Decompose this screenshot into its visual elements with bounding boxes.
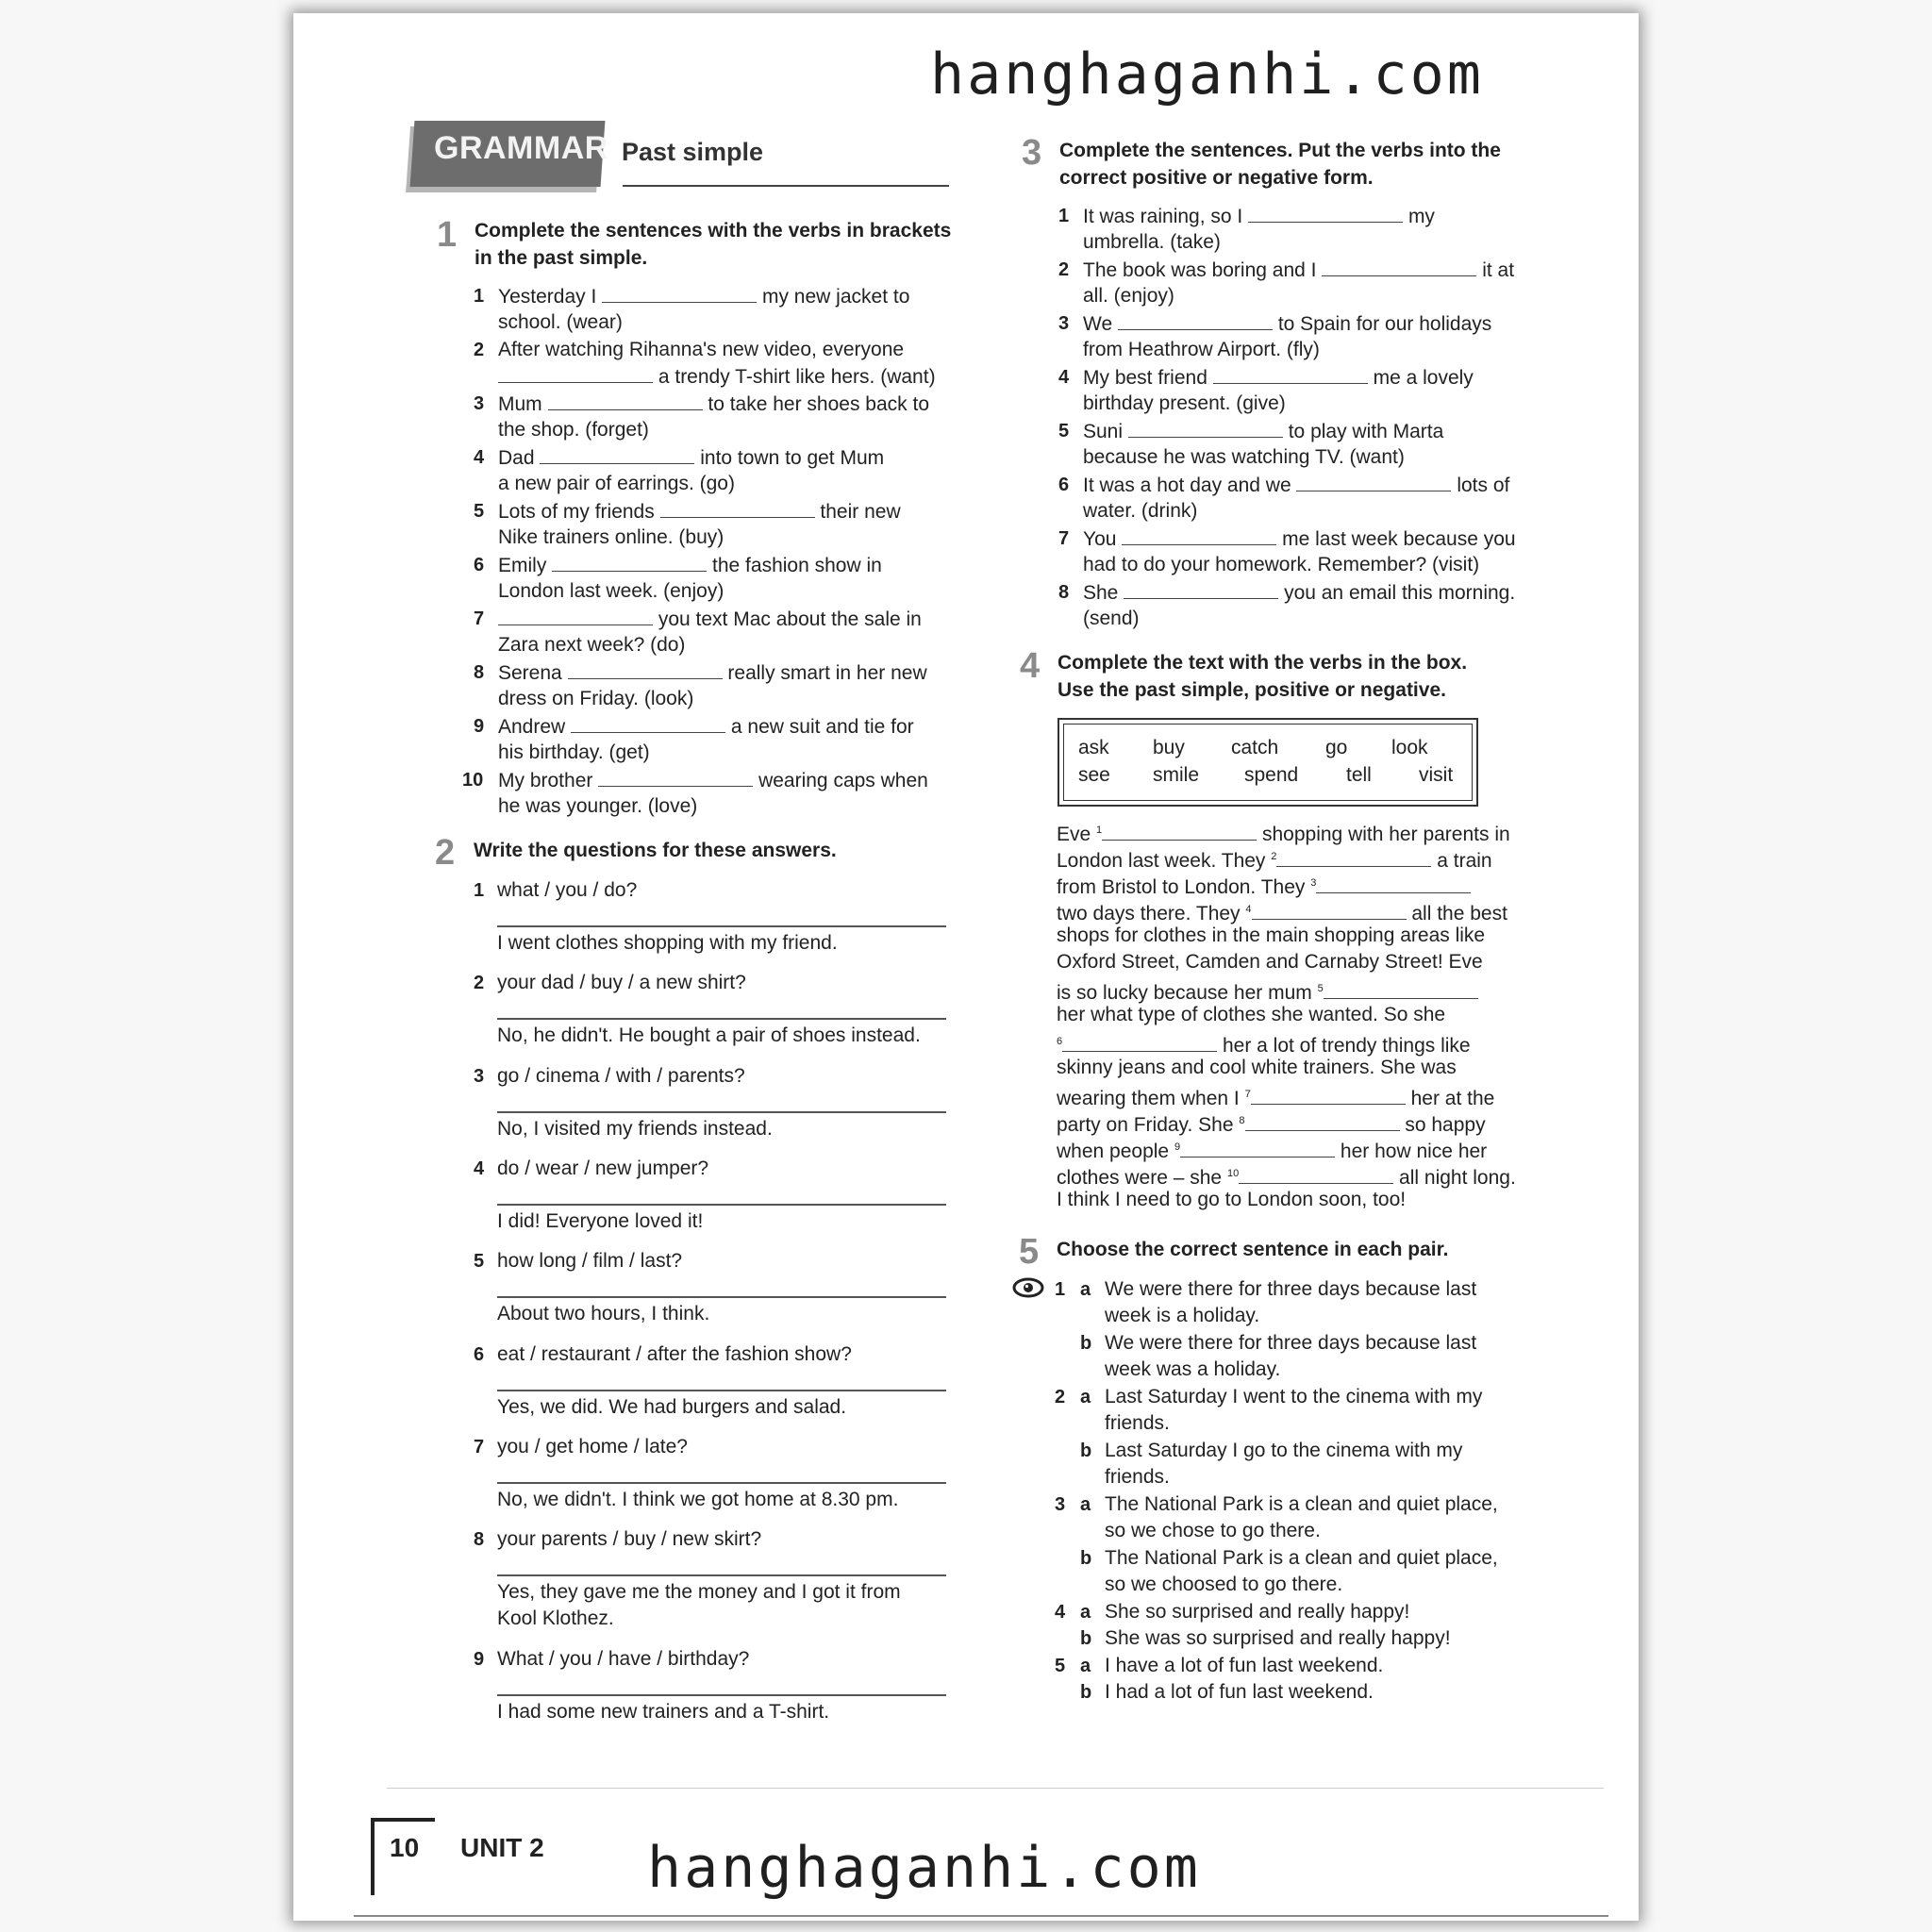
exercise-2-number: 2	[435, 833, 456, 873]
question-prompt: do / wear / new jumper?	[497, 1158, 709, 1179]
sentence-line: London last week. (enjoy)	[498, 580, 724, 602]
answer-line[interactable]	[497, 1482, 946, 1484]
sentence-line: you text Mac about the sale in	[498, 606, 922, 633]
answer-blank[interactable]	[1252, 900, 1407, 920]
sentence-line: Mum to take her shoes back to	[498, 391, 929, 418]
option-letter: a	[1080, 1656, 1091, 1676]
sentence-line: his birthday. (get)	[498, 741, 650, 763]
item-number: 1	[1058, 206, 1070, 226]
sentence-line: The book was boring and I it at	[1083, 257, 1514, 284]
option-a-text[interactable]: friends.	[1105, 1412, 1170, 1434]
verb-word: ask	[1078, 737, 1109, 758]
given-answer: About two hours, I think.	[497, 1303, 710, 1324]
answer-line[interactable]	[497, 1390, 946, 1391]
question-prompt: go / cinema / with / parents?	[497, 1065, 745, 1087]
exercise-5-instruction: Choose the correct sentence in each pair.	[1057, 1239, 1449, 1260]
text-line: party on Friday. She $^8$ so happy	[1057, 1108, 1486, 1139]
pair-number: 4	[1055, 1602, 1066, 1623]
answer-blank[interactable]	[1213, 364, 1368, 384]
text-line: Oxford Street, Camden and Carnaby Street! Eve	[1057, 951, 1483, 973]
exercise-3-number: 3	[1022, 133, 1042, 173]
answer-blank[interactable]	[1245, 1111, 1400, 1131]
option-a-text[interactable]: I have a lot of fun last weekend.	[1105, 1655, 1384, 1676]
option-letter: a	[1080, 1494, 1091, 1515]
given-answer: I went clothes shopping with my friend.	[497, 932, 838, 954]
subtitle-underline	[623, 185, 949, 187]
exercise-4-instruction: Complete the text with the verbs in the box.	[1058, 652, 1468, 674]
page-number: 10	[390, 1833, 420, 1862]
answer-blank[interactable]	[1180, 1138, 1335, 1158]
text-line: shops for clothes in the main shopping areas like	[1057, 924, 1486, 946]
item-number: 3	[474, 1066, 485, 1087]
answer-blank[interactable]	[1122, 525, 1276, 545]
item-number: 8	[474, 662, 485, 683]
option-letter: b	[1080, 1333, 1092, 1354]
text-line: her what type of clothes she wanted. So she	[1057, 1004, 1446, 1025]
item-number: 3	[474, 393, 485, 414]
answer-blank[interactable]	[660, 498, 815, 518]
option-letter: b	[1080, 1548, 1092, 1569]
item-number: 7	[474, 1437, 485, 1457]
question-prompt: you / get home / late?	[497, 1436, 688, 1457]
option-b-text[interactable]: so we choosed to go there.	[1105, 1574, 1343, 1595]
item-number: 5	[1058, 421, 1070, 441]
verb-box	[1058, 718, 1478, 807]
exercise-5-number: 5	[1019, 1232, 1040, 1272]
answer-blank[interactable]	[1102, 821, 1257, 841]
item-number: 4	[474, 1158, 485, 1179]
answer-blank[interactable]	[1062, 1032, 1217, 1052]
answer-blank[interactable]	[548, 391, 703, 410]
answer-blank[interactable]	[1239, 1164, 1393, 1184]
text-line: $^6$ her a lot of trendy things like	[1057, 1028, 1471, 1059]
item-number: 8	[1058, 582, 1070, 603]
text-line: when people $^9$ her how nice her	[1057, 1134, 1487, 1165]
question-prompt: your parents / buy / new skirt?	[497, 1528, 762, 1550]
answer-blank[interactable]	[1124, 579, 1278, 599]
answer-blank[interactable]	[540, 444, 694, 464]
text-line: clothes were – she $^{10}$ all night long.	[1057, 1160, 1516, 1191]
answer-blank[interactable]	[1248, 203, 1403, 223]
item-number: 1	[474, 880, 485, 901]
sentence-line: You me last week because you	[1083, 525, 1516, 553]
sentence-line: (send)	[1083, 608, 1140, 629]
option-b-text[interactable]: week was a holiday.	[1105, 1358, 1281, 1380]
question-prompt: how long / film / last?	[497, 1250, 683, 1272]
answer-line[interactable]	[497, 1111, 946, 1113]
option-b-text[interactable]: I had a lot of fun last weekend.	[1105, 1681, 1374, 1703]
answer-blank[interactable]	[498, 606, 653, 625]
answer-blank[interactable]	[1276, 847, 1431, 867]
item-number: 9	[474, 1649, 485, 1670]
question-prompt: your dad / buy / a new shirt?	[497, 972, 746, 993]
sentence-line: Suni to play with Marta	[1083, 418, 1443, 445]
option-letter: a	[1080, 1279, 1091, 1300]
item-number: 5	[474, 1251, 485, 1272]
option-letter: b	[1080, 1628, 1092, 1649]
item-number: 7	[1058, 528, 1070, 549]
item-number: 10	[462, 770, 484, 791]
item-number: 6	[474, 555, 485, 575]
sentence-line: Andrew a new suit and tie for	[498, 713, 914, 741]
sentence-line: the shop. (forget)	[498, 419, 649, 441]
answer-blank[interactable]	[1128, 418, 1283, 438]
option-a-text[interactable]: We were there for three days because last	[1105, 1278, 1477, 1300]
sentence-line: Dad into town to get Mum	[498, 444, 884, 472]
exercise-4-number: 4	[1020, 646, 1041, 686]
sentence-line: Lots of my friends their new	[498, 498, 901, 525]
answer-blank[interactable]	[552, 552, 707, 572]
eye-icon	[1012, 1277, 1044, 1298]
answer-blank[interactable]	[1296, 472, 1451, 491]
footer-bracket	[371, 1818, 435, 1822]
sentence-line: because he was watching TV. (want)	[1083, 446, 1405, 468]
answer-blank[interactable]	[1316, 874, 1471, 893]
answer-blank[interactable]	[1324, 979, 1478, 999]
item-number: 1	[474, 286, 485, 307]
answer-blank[interactable]	[498, 363, 653, 383]
unit-label: UNIT 2	[460, 1833, 544, 1862]
given-answer: Yes, we did. We had burgers and salad.	[497, 1396, 847, 1418]
item-number: 2	[1058, 259, 1070, 280]
exercise-1-number: 1	[437, 215, 458, 255]
sentence-line: from Heathrow Airport. (fly)	[1083, 339, 1320, 360]
option-letter: a	[1080, 1602, 1091, 1623]
option-a-text[interactable]: The National Park is a clean and quiet place,	[1105, 1493, 1498, 1515]
given-answer: I had some new trainers and a T-shirt.	[497, 1701, 830, 1723]
sentence-line: We to Spain for our holidays	[1083, 310, 1491, 338]
verb-word: tell	[1346, 764, 1372, 786]
exercise-1-instruction: Complete the sentences with the verbs in brackets	[475, 220, 952, 242]
exercise-1-instruction: in the past simple.	[475, 247, 648, 269]
item-number: 5	[474, 501, 485, 522]
text-line: is so lucky because her mum $^5$	[1057, 975, 1478, 1007]
option-a-text[interactable]: Last Saturday I went to the cinema with my	[1105, 1386, 1483, 1407]
question-prompt: eat / restaurant / after the fashion show?	[497, 1343, 852, 1365]
question-prompt: what / you / do?	[497, 879, 638, 901]
given-answer: Kool Klothez.	[497, 1607, 614, 1629]
answer-blank[interactable]	[598, 767, 753, 787]
given-answer: No, he didn't. He bought a pair of shoes instead.	[497, 1024, 921, 1046]
watermark-top: hanghaganhi.com	[930, 42, 1484, 108]
answer-blank[interactable]	[571, 713, 725, 733]
answer-blank[interactable]	[568, 659, 723, 679]
sentence-line: water. (drink)	[1083, 500, 1198, 522]
item-number: 2	[474, 340, 485, 360]
given-answer: No, I visited my friends instead.	[497, 1118, 773, 1140]
answer-line[interactable]	[497, 1296, 946, 1298]
text-line: London last week. They $^2$ a train	[1057, 843, 1492, 874]
option-a-text[interactable]: week is a holiday.	[1105, 1305, 1260, 1326]
text-line: skinny jeans and cool white trainers. She was	[1057, 1057, 1457, 1078]
item-number: 8	[474, 1529, 485, 1550]
option-b-text[interactable]: friends.	[1105, 1466, 1170, 1488]
divider	[354, 1915, 1608, 1917]
option-b-text[interactable]: Last Saturday I go to the cinema with my	[1105, 1440, 1463, 1461]
option-letter: b	[1080, 1441, 1092, 1461]
item-number: 4	[474, 447, 485, 468]
sentence-line: She you an email this morning.	[1083, 579, 1515, 607]
option-b-text[interactable]: She was so surprised and really happy!	[1105, 1627, 1451, 1649]
item-number: 3	[1058, 313, 1070, 334]
item-number: 6	[474, 1344, 485, 1365]
sentence-line: a trendy T-shirt like hers. (want)	[498, 363, 936, 391]
verb-word: visit	[1419, 764, 1454, 786]
pair-number: 5	[1055, 1656, 1066, 1676]
footer-bracket	[371, 1818, 375, 1895]
text-line: Eve $^1$ shopping with her parents in	[1057, 817, 1510, 848]
sentence-line: a new pair of earrings. (go)	[498, 473, 735, 494]
sentence-line: school. (wear)	[498, 311, 623, 333]
verb-word: see	[1078, 764, 1110, 786]
sentence-line: had to do your homework. Remember? (visit)	[1083, 554, 1480, 575]
sentence-line: he was younger. (love)	[498, 795, 698, 817]
sentence-line: My brother wearing caps when	[498, 767, 928, 794]
verb-word: go	[1325, 737, 1348, 758]
sentence-line: My best friend me a lovely	[1083, 364, 1474, 391]
answer-blank[interactable]	[1322, 257, 1476, 276]
sentence-line: Serena really smart in her new	[498, 659, 927, 687]
sentence-line: It was a hot day and we lots of	[1083, 472, 1509, 499]
text-line: I think I need to go to London soon, too!	[1057, 1189, 1407, 1210]
verb-word: look	[1391, 737, 1428, 758]
text-line: wearing them when I $^7$ her at the	[1057, 1081, 1494, 1112]
option-b-text[interactable]: We were there for three days because last	[1105, 1332, 1477, 1354]
pair-number: 1	[1055, 1279, 1066, 1300]
answer-line[interactable]	[497, 1018, 946, 1020]
exercise-2-instruction: Write the questions for these answers.	[474, 840, 837, 861]
divider	[387, 1788, 1604, 1789]
item-number: 6	[1058, 475, 1070, 495]
verb-word: catch	[1231, 737, 1279, 758]
answer-line[interactable]	[497, 1574, 946, 1576]
verb-word: spend	[1244, 764, 1299, 786]
sentence-line: It was raining, so I my	[1083, 203, 1435, 230]
text-line: two days there. They $^4$ all the best	[1057, 896, 1507, 927]
given-answer: Yes, they gave me the money and I got it from	[497, 1581, 901, 1603]
text-line: from Bristol to London. They $^3$	[1057, 870, 1471, 901]
pair-number: 3	[1055, 1494, 1066, 1515]
sentence-line: Yesterday I my new jacket to	[498, 283, 909, 310]
sentence-line: all. (enjoy)	[1083, 285, 1174, 307]
verb-word: buy	[1153, 737, 1185, 758]
answer-blank[interactable]	[602, 283, 757, 303]
option-a-text[interactable]: so we chose to go there.	[1105, 1520, 1321, 1541]
sentence-line: dress on Friday. (look)	[498, 688, 694, 709]
pair-number: 2	[1055, 1387, 1066, 1407]
answer-blank[interactable]	[1251, 1085, 1406, 1105]
answer-line[interactable]	[497, 1204, 946, 1206]
item-number: 9	[474, 716, 485, 737]
question-prompt: What / you / have / birthday?	[497, 1648, 750, 1670]
item-number: 7	[474, 608, 485, 629]
given-answer: I did! Everyone loved it!	[497, 1210, 704, 1232]
sentence-line: Zara next week? (do)	[498, 634, 686, 656]
watermark-bottom: hanghaganhi.com	[647, 1835, 1201, 1901]
given-answer: No, we didn't. I think we got home at 8.30 pm.	[497, 1489, 899, 1510]
option-letter: a	[1080, 1387, 1091, 1407]
answer-line[interactable]	[497, 1694, 946, 1696]
item-number: 2	[474, 973, 485, 993]
exercise-4-instruction: Use the past simple, positive or negative.	[1058, 679, 1446, 701]
grammar-label: GRAMMAR	[434, 130, 608, 166]
sentence-line: Nike trainers online. (buy)	[498, 526, 724, 548]
item-number: 4	[1058, 367, 1070, 388]
exercise-3-instruction: correct positive or negative form.	[1059, 167, 1374, 189]
option-letter: b	[1080, 1682, 1092, 1703]
option-b-text[interactable]: The National Park is a clean and quiet place,	[1105, 1547, 1498, 1569]
sentence-line: After watching Rihanna's new video, everyone	[498, 339, 905, 360]
sentence-line: umbrella. (take)	[1083, 231, 1221, 253]
option-a-text[interactable]: She so surprised and really happy!	[1105, 1601, 1410, 1623]
answer-blank[interactable]	[1118, 310, 1273, 330]
answer-line[interactable]	[497, 925, 946, 927]
verb-word: smile	[1153, 764, 1200, 786]
sentence-line: Emily the fashion show in	[498, 552, 882, 579]
sentence-line: birthday present. (give)	[1083, 392, 1286, 414]
grammar-subtitle: Past simple	[622, 138, 764, 166]
exercise-3-instruction: Complete the sentences. Put the verbs into the	[1059, 140, 1501, 161]
